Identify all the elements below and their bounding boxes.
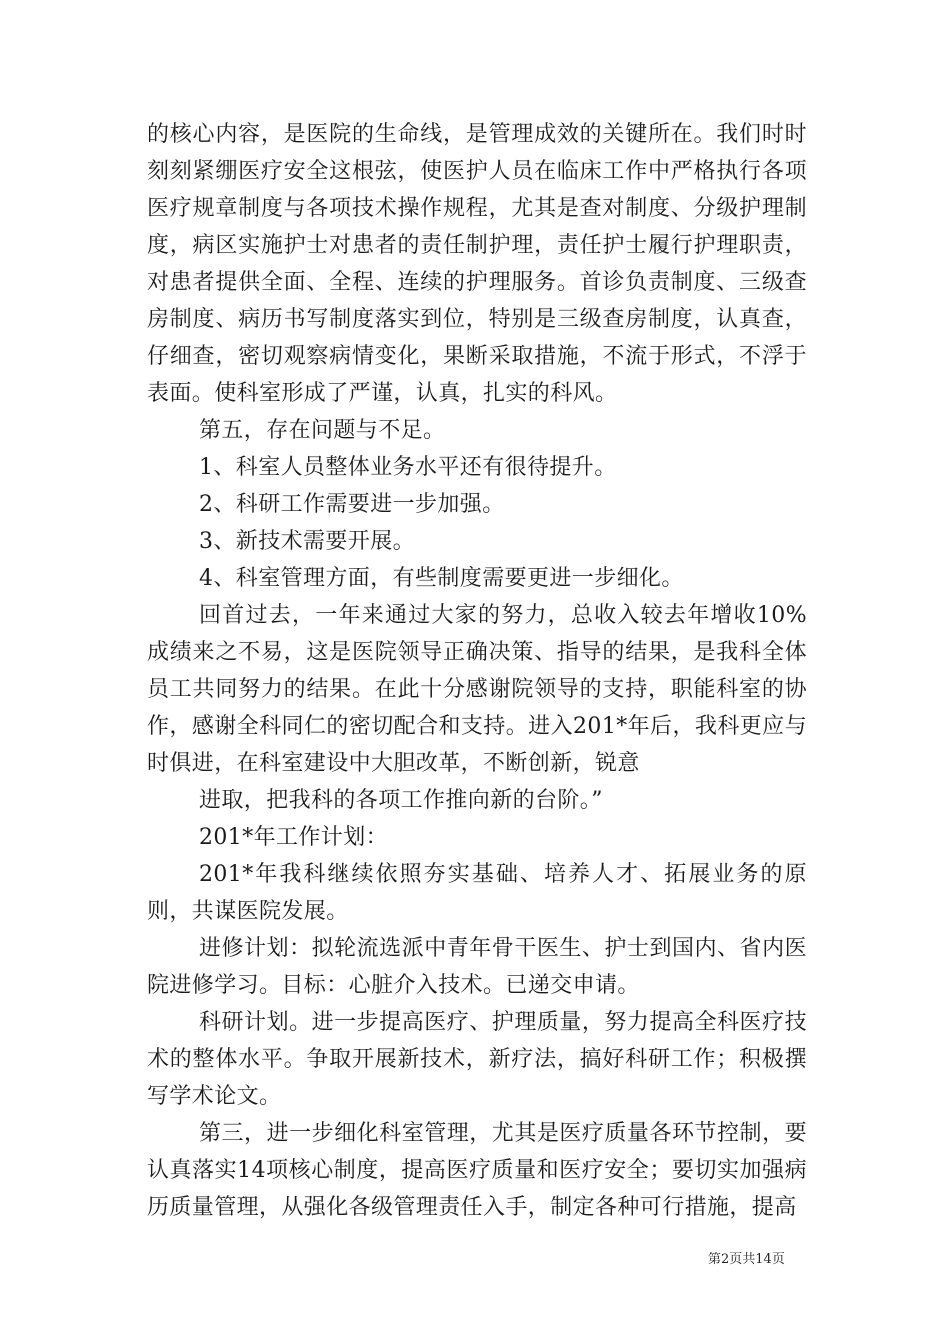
paragraph: 进取，把我科的各项工作推向新的台阶。”	[199, 788, 603, 813]
paragraph: 回首过去，一年来通过大家的努力，总收入较去年增收10%成绩来之不易，这是医院领导正确决策、指导的结果，是我科全体员工共同努力的结果。在此十分感谢院领导的支持，职能科室的协作，感谢全科同仁的密切配合和支持。进入201*年后，我科更应与时俱进，在科室建设中大胆改革，不断创新，锐意	[147, 603, 807, 776]
paragraph: 3、新技术需要开展。	[199, 529, 415, 554]
paragraph: 1、科室人员整体业务水平还有很待提升。	[199, 455, 617, 480]
page-number-footer: 第2页共14页	[708, 1252, 785, 1267]
paragraph: 进修计划：拟轮流选派中青年骨干医生、护士到国内、省内医院进修学习。目标：心脏介入技术。已递交申请。	[147, 936, 807, 998]
paragraph: 第三，进一步细化科室管理，尤其是医疗质量各环节控制，要认真落实14项核心制度，提高医疗质量和医疗安全；要切实加强病历质量管理，从强化各级管理责任入手，制定各种可行措施，提高	[147, 1121, 807, 1220]
paragraph: 的核心内容，是医院的生命线，是管理成效的关键所在。我们时时刻刻紧绷医疗安全这根弦，使医护人员在临床工作中严格执行各项医疗规章制度与各项技术操作规程，尤其是查对制度、分级护理制度，病区实施护士对患者的责任制护理，责任护士履行护理职责，对患者提供全面、全程、连续的护理服务。首诊负责制度、三级查房制度、病历书写制度落实到位，特别是三级查房制度，认真查，仔细查，密切观察病情变化，果断采取措施，不流于形式，不浮于表面。使科室形成了严谨，认真，扎实的科风。	[147, 122, 807, 406]
paragraph: 201*年我科继续依照夯实基础、培养人才、拓展业务的原则，共谋医院发展。	[147, 862, 807, 924]
paragraph: 201*年工作计划：	[199, 825, 388, 850]
body-text	[147, 116, 807, 1226]
paragraph: 第五，存在问题与不足。	[199, 418, 446, 443]
paragraph: 4、科室管理方面，有些制度需要更进一步细化。	[199, 566, 684, 591]
paragraph: 2、科研工作需要进一步加强。	[199, 492, 505, 517]
paragraph: 科研计划。进一步提高医疗、护理质量，努力提高全科医疗技术的整体水平。争取开展新技术，新疗法，搞好科研工作；积极撰写学术论文。	[147, 1010, 807, 1109]
